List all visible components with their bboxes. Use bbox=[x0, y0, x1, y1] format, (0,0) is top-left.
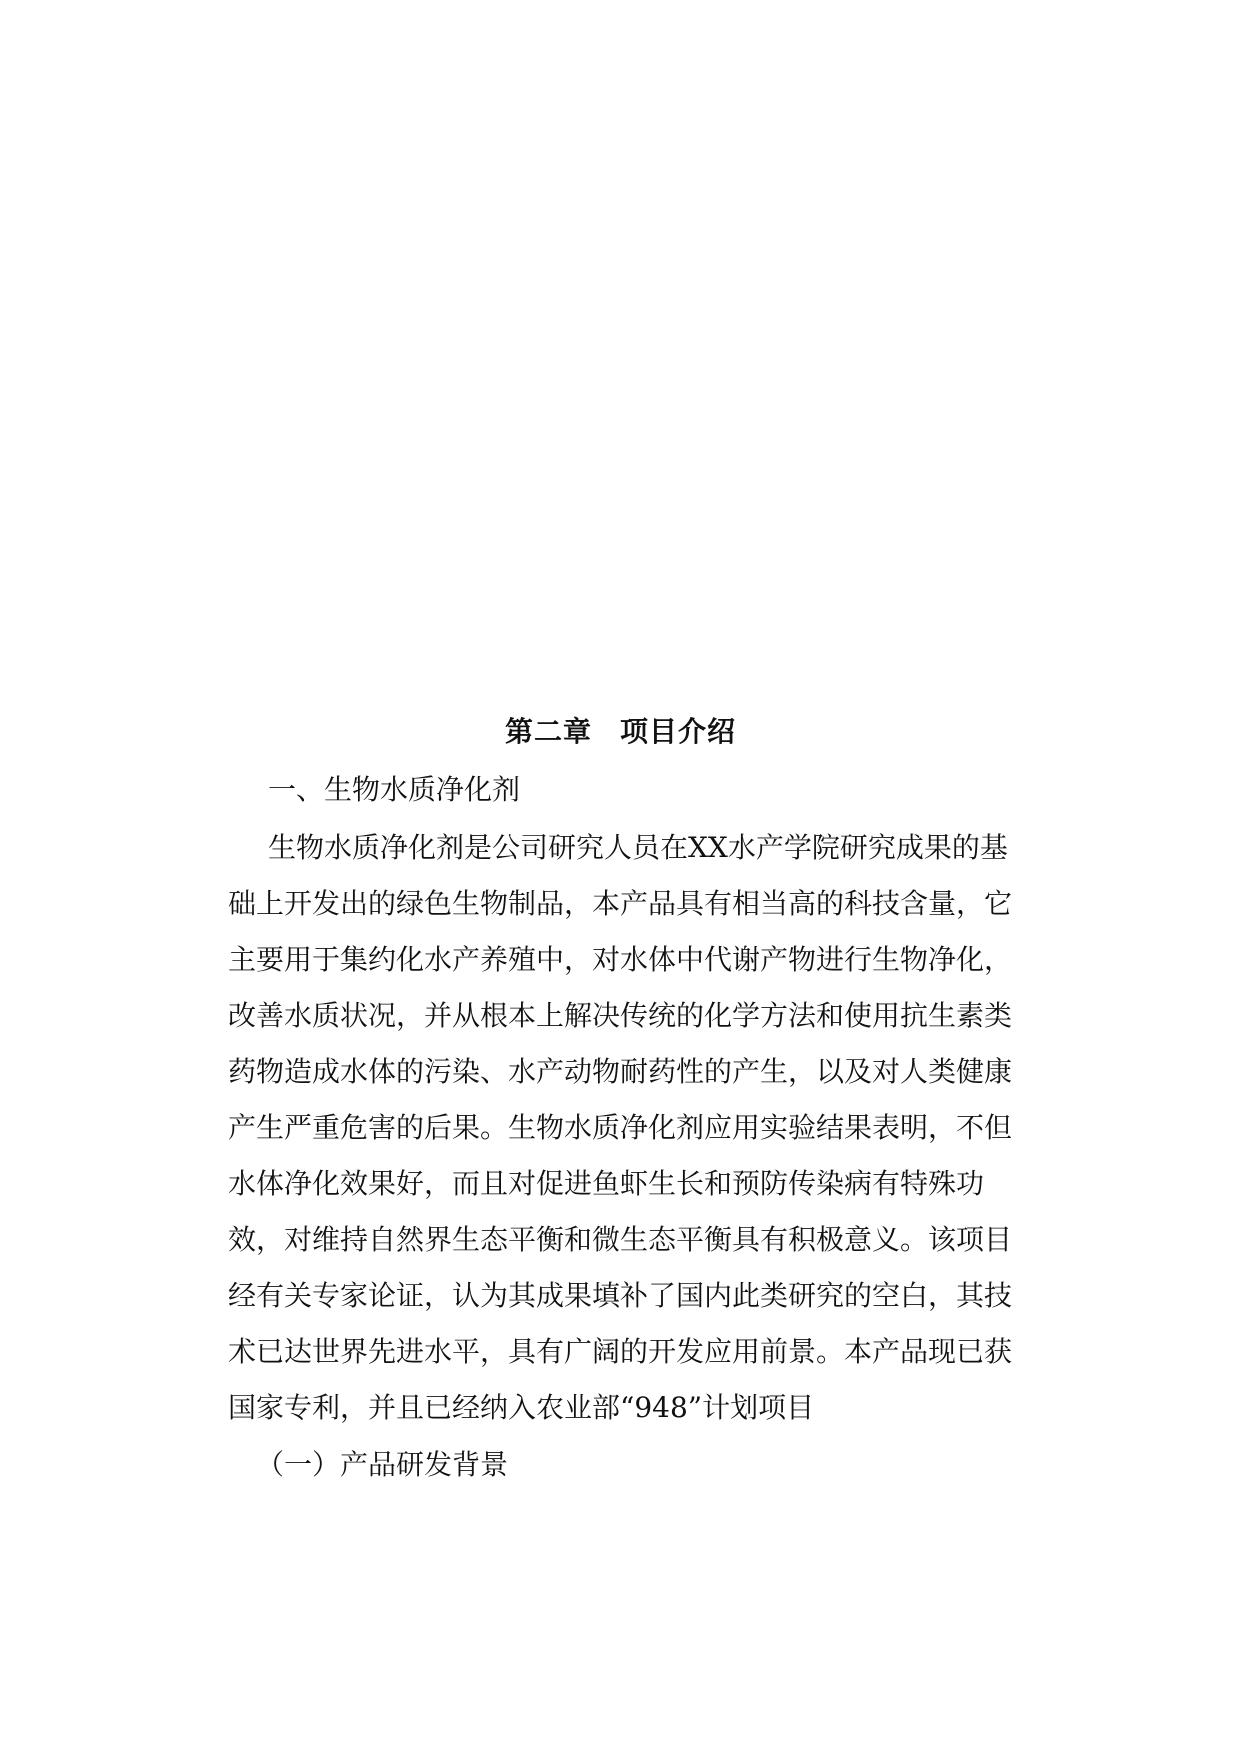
paragraph-line: 主要用于集约化水产养殖中，对水体中代谢产物进行生物净化， bbox=[228, 943, 1013, 976]
paragraph-line: 药物造成水体的污染、水产动物耐药性的产生，以及对人类健康 bbox=[228, 1055, 1013, 1088]
section-heading: 一、生物水质净化剂 bbox=[268, 773, 521, 806]
paragraph-line: 术已达世界先进水平，具有广阔的开发应用前景。本产品现已获 bbox=[228, 1335, 1013, 1368]
chapter-number: 第二章 bbox=[504, 715, 592, 748]
paragraph-line: 国家专利，并且已经纳入农业部“948”计划项目 bbox=[228, 1391, 815, 1424]
sub-heading: （一）产品研发背景 bbox=[256, 1448, 509, 1481]
paragraph-line: 经有关专家论证，认为其成果填补了国内此类研究的空白，其技 bbox=[228, 1279, 1013, 1312]
paragraph-line: 改善水质状况，并从根本上解决传统的化学方法和使用抗生素类 bbox=[228, 999, 1013, 1032]
paragraph-line: 生物水质净化剂是公司研究人员在XX水产学院研究成果的基 bbox=[268, 831, 1008, 864]
paragraph-line: 效，对维持自然界生态平衡和微生态平衡具有积极意义。该项目 bbox=[228, 1223, 1013, 1256]
paragraph-line: 础上开发出的绿色生物制品，本产品具有相当高的科技含量，它 bbox=[228, 887, 1013, 920]
chapter-name: 项目介绍 bbox=[620, 715, 737, 748]
chapter-title bbox=[0, 712, 1241, 752]
paragraph-line: 产生严重危害的后果。生物水质净化剂应用实验结果表明，不但 bbox=[228, 1111, 1013, 1144]
paragraph-line: 水体净化效果好，而且对促进鱼虾生长和预防传染病有特殊功 bbox=[228, 1167, 985, 1200]
